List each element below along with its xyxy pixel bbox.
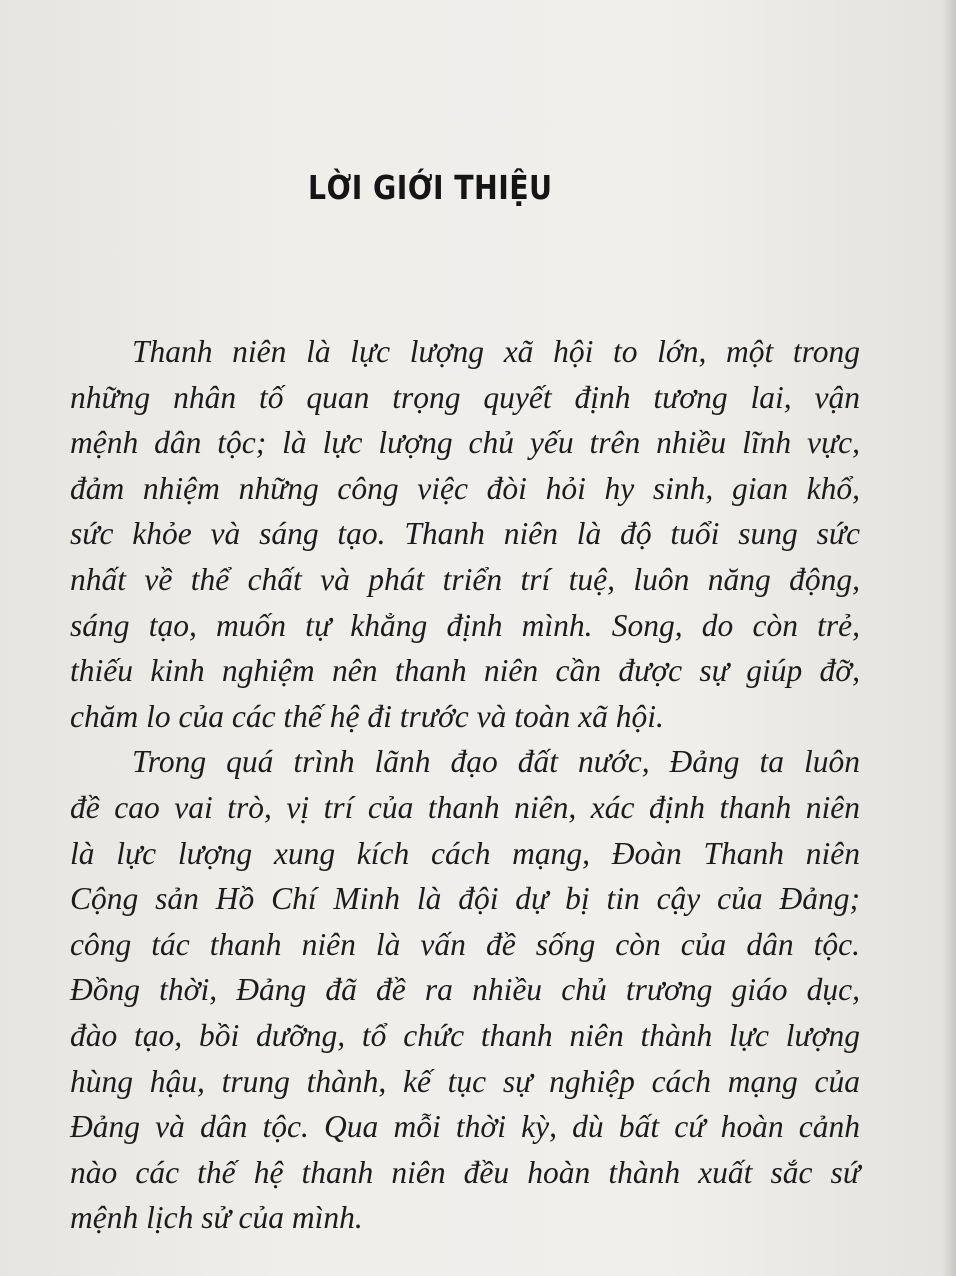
paragraph-line: Trong quá trình lãnh đạo đất nước, Đảng ta luôn xyxy=(132,744,860,780)
paragraph-line: Thanh niên là lực lượng xã hội to lớn, một trong xyxy=(132,334,860,369)
paragraph-line: đề cao vai trò, vị trí của thanh niên, xác định thanh niên xyxy=(70,789,860,825)
paragraph-line: những nhân tố quan trọng quyết định tương lai, vận xyxy=(70,379,860,415)
paragraph-line: chăm lo của các thế hệ đi trước và toàn xã hội. xyxy=(70,698,664,734)
paragraph-line: sức khỏe và sáng tạo. Thanh niên là độ tuổi sung sức xyxy=(70,516,860,552)
paragraph-line: sáng tạo, muốn tự khẳng định mình. Song, do còn trẻ, xyxy=(70,607,860,643)
paragraph-line: là lực lượng xung kích cách mạng, Đoàn Thanh niên xyxy=(70,835,860,871)
body-text xyxy=(70,329,860,1241)
paragraph-line: đào tạo, bồi dưỡng, tổ chức thanh niên thành lực lượng xyxy=(70,1017,860,1053)
paragraph-2 xyxy=(70,739,860,1241)
paragraph-line: Đảng và dân tộc. Qua mỗi thời kỳ, dù bất cứ hoàn cảnh xyxy=(70,1109,860,1145)
paragraph-line: thiếu kinh nghiệm nên thanh niên cần được sự giúp đỡ, xyxy=(70,653,860,689)
paragraph-line: Cộng sản Hồ Chí Minh là đội dự bị tin cậy của Đảng; xyxy=(70,881,860,917)
page-title: LỜI GIỚI THIỆU xyxy=(308,168,553,207)
paragraph-line: nhất về thể chất và phát triển trí tuệ, luôn năng động, xyxy=(70,561,860,597)
paragraph-line: Đồng thời, Đảng đã đề ra nhiều chủ trương giáo dục, xyxy=(70,972,860,1008)
paragraph-line: mệnh lịch sử của mình. xyxy=(70,1200,363,1236)
paragraph-line: mệnh dân tộc; là lực lượng chủ yếu trên nhiều lĩnh vực, xyxy=(70,425,860,461)
paragraph-line: đảm nhiệm những công việc đòi hỏi hy sinh, gian khổ, xyxy=(70,470,860,506)
paragraph-line: công tác thanh niên là vấn đề sống còn của dân tộc. xyxy=(70,926,860,962)
page-edge-shadow xyxy=(942,0,956,1276)
paragraph-line: nào các thế hệ thanh niên đều hoàn thành xuất sắc sứ xyxy=(70,1154,860,1190)
paragraph-1 xyxy=(70,329,860,739)
paragraph-line: hùng hậu, trung thành, kế tục sự nghiệp cách mạng của xyxy=(70,1063,860,1099)
